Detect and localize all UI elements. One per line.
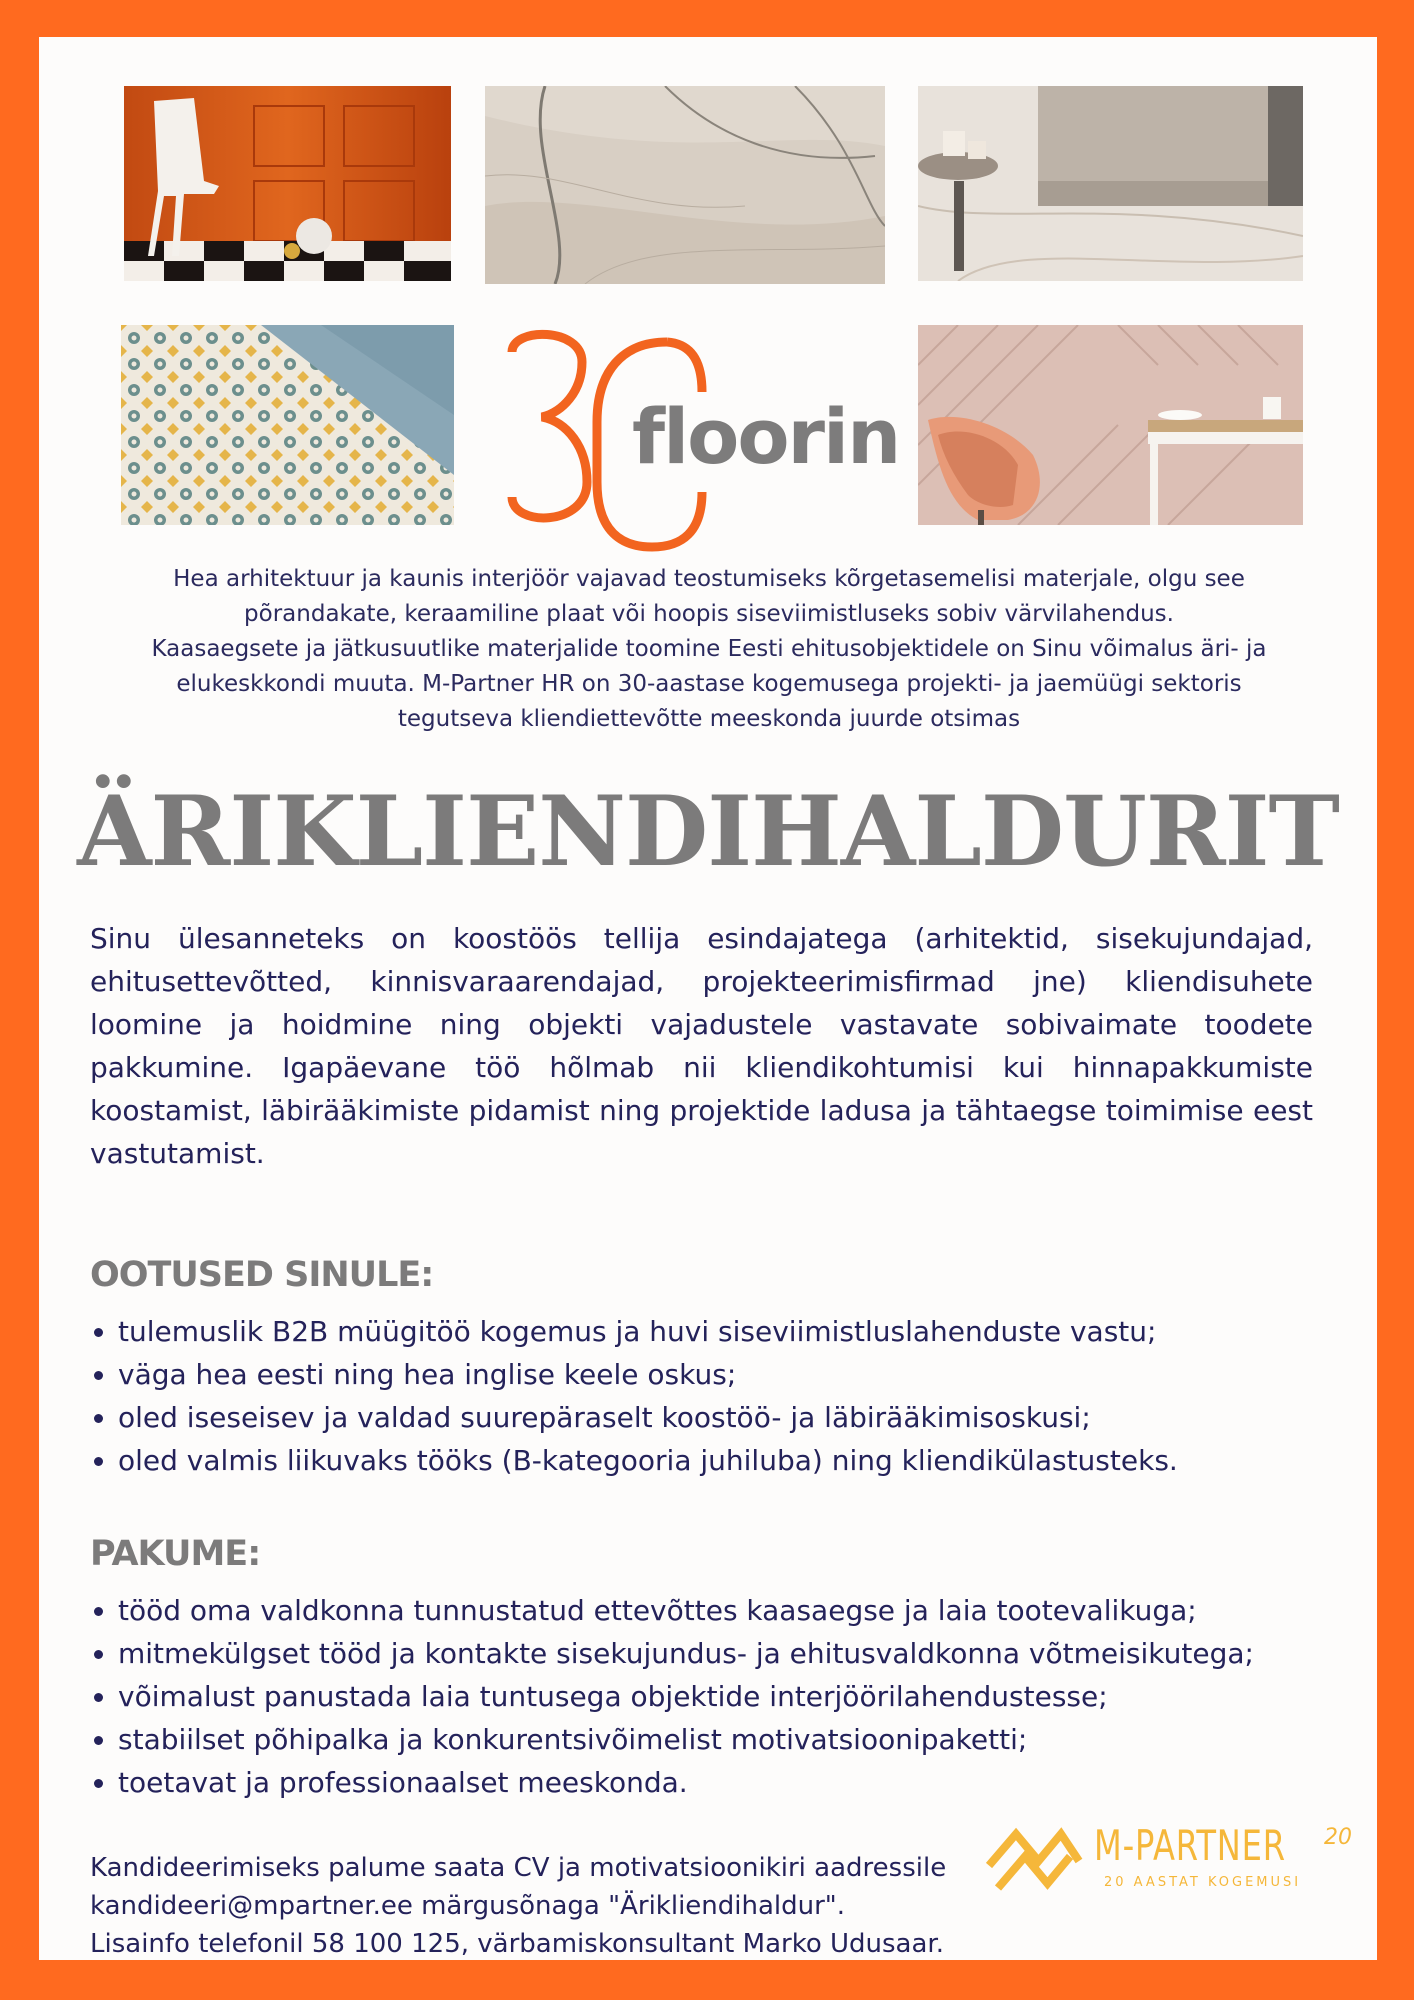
photo-marble-sofa (918, 86, 1303, 281)
poster (39, 37, 1377, 1960)
mpartner-logo (984, 1817, 1369, 1917)
list-item: • tulemuslik B2B müügitöö kogemus ja huvi siseviimistluslahenduste vastu; (118, 1310, 1378, 1353)
list-item: • toetavat ja professionaalset meeskonda. (118, 1761, 1378, 1804)
photo-orange-room-chair (124, 86, 451, 281)
mpartner-anniversary-mark: 20 (1324, 1825, 1352, 1850)
contact-email-line: kandideeri@mpartner.ee märgusõnaga "Ärikliendihaldur". (90, 1891, 846, 1921)
list-item: • oled iseseisev ja valdad suurepäraselt koostöö- ja läbirääkimisoskusi; (118, 1396, 1378, 1439)
mpartner-name: M-PARTNER (1094, 1821, 1286, 1870)
list-item: • oled valmis liikuvaks tööks (B-kategooria juhiluba) ning kliendikülastusteks. (118, 1439, 1378, 1482)
photo-patterned-tiles (121, 325, 454, 525)
intro-line: tegutseva kliendiettevõtte meeskonda juurde otsimas (397, 706, 1021, 732)
intro-line: Kaasaegsete ja jätkusuutlike materjalide toomine Eesti ehitusobjektidele on Sinu võimalus äri- ja (151, 636, 1267, 662)
list-item: • võimalust panustada laia tuntusega objektide interjöörilahendustesse; (118, 1675, 1378, 1718)
floorin-wordmark: floorin (632, 392, 900, 481)
expectations-list (90, 1310, 1378, 1482)
contact-line: Kandideerimiseks palume saata CV ja motivatsioonikiri aadressile (90, 1853, 947, 1883)
floorin-logo (492, 322, 917, 577)
contact-info (90, 1849, 990, 1963)
job-title: ÄRIKLIENDIHALDURIT (77, 775, 1339, 888)
contact-phone-line: Lisainfo telefonil 58 100 125, värbamiskonsultant Marko Udusaar. (90, 1929, 944, 1959)
mpartner-emblem-icon (984, 1825, 1084, 1897)
mpartner-tagline: 20 AASTAT KOGEMUSI (1104, 1875, 1302, 1890)
intro-text (99, 562, 1319, 737)
photo-pink-wall-chair (918, 325, 1303, 525)
job-description: Sinu ülesanneteks on koostöös tellija esindajatega (arhitektid, sisekujundajad, ehitusettevõtted, kinnisvaraarendajad, projekteerimisfirmad jne) kliendisuhete loomine ja hoidmine ning objekti vajadustele vastavate sobivaimate toodete pakkumine. Igapäevane töö hõlmab nii kliendikohtumisi kui hinnapakkumiste koostamist, läbirääkimiste pidamist ning projektide ladusa ja tähtaegse toimimise eest vastutamist. (90, 922, 1313, 1170)
list-item: • tööd oma valdkonna tunnustatud ettevõttes kaasaegse ja laia tootevalikuga; (118, 1589, 1378, 1632)
offers-list (90, 1589, 1378, 1804)
intro-line: Hea arhitektuur ja kaunis interjöör vajavad teostumiseks kõrgetasemelisi materjale, olgu see (173, 566, 1245, 592)
offers-heading: PAKUME: (90, 1534, 261, 1574)
photo-wood-floor (485, 86, 885, 284)
expectations-heading: OOTUSED SINULE: (90, 1255, 434, 1295)
intro-line: elukeskkondi muuta. M-Partner HR on 30-aastase kogemusega projekti- ja jaemüügi sektoris (176, 671, 1242, 697)
intro-line: põrandakate, keraamiline plaat või hoopis siseviimistluseks sobiv värvilahendus. (244, 601, 1174, 627)
list-item: • stabiilset põhipalka ja konkurentsivõimelist motivatsioonipaketti; (118, 1718, 1378, 1761)
list-item: • väga hea eesti ning hea inglise keele oskus; (118, 1353, 1378, 1396)
list-item: • mitmekülgset tööd ja kontakte sisekujundus- ja ehitusvaldkonna võtmeisikutega; (118, 1632, 1378, 1675)
